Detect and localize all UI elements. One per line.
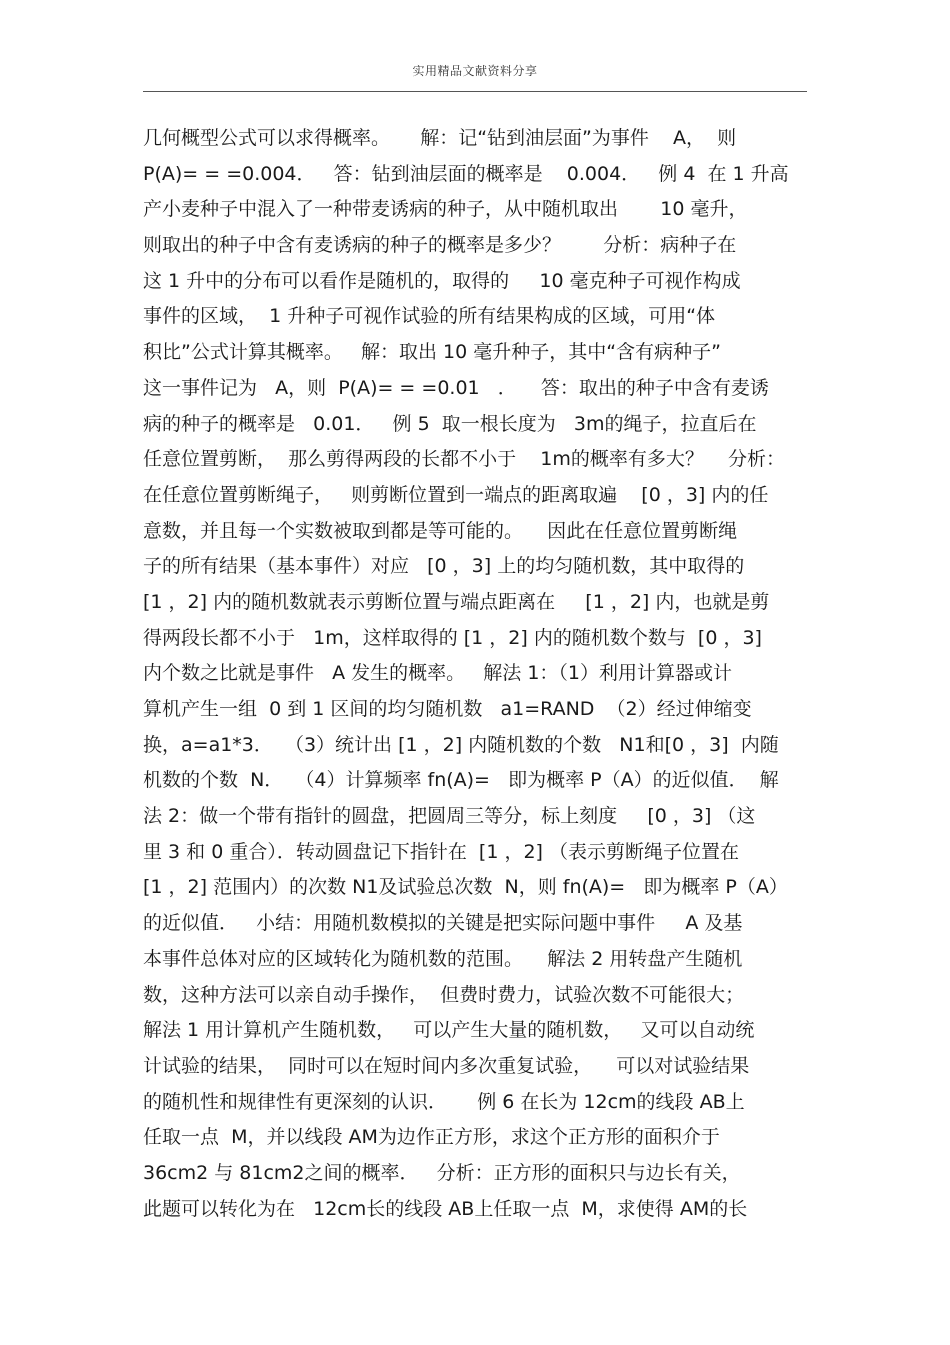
text-line: 算机产生一组 0 到 1 区间的均匀随机数 a1=RAND （2）经过伸缩变 — [143, 698, 752, 720]
text-line: 得两段长都不小于 1m，这样取得的 [1 ，2] 内的随机数个数与 [0 ，3] — [143, 626, 762, 649]
text-line: 的随机性和规律性有更深刻的认识． 例 6 在长为 12cm的线段 AB上 — [143, 1090, 745, 1113]
text-line: 几何概型公式可以求得概率。 解：记“钻到油层面”为事件 A， 则 — [143, 127, 737, 149]
text-line: 产小麦种子中混入了一种带麦诱病的种子，从中随机取出 10 毫升， — [143, 198, 748, 221]
text-line: 法 2：做一个带有指针的圆盘，把圆周三等分，标上刻度 [0 ，3] （这 — [143, 805, 756, 828]
text-line: 在任意位置剪断绳子， 则剪断位置到一端点的距离取遍 [0 ，3] 内的任 — [143, 483, 769, 506]
text-line: 的近似值． 小结：用随机数模拟的关键是把实际问题中事件 A 及基 — [143, 912, 743, 935]
text-line: 这一事件记为 A，则 P(A)= = =0.01 ． 答：取出的种子中含有麦诱 — [143, 376, 769, 399]
text-line: 任取一点 M，并以线段 AM为边作正方形，求这个正方形的面积介于 — [143, 1126, 720, 1149]
text-line: 数，这种方法可以亲自动手操作， 但费时费力，试验次数不可能很大； — [143, 983, 745, 1006]
text-line: 换，a=a1*3． （3）统计出 [1 ，2] 内随机数的个数 N1和[0 ，3] 内随 — [143, 733, 779, 756]
header-divider — [143, 91, 807, 92]
text-line: 机数的个数 N． （4）计算频率 fn(A)= 即为概率 P（A）的近似值． 解 — [143, 769, 779, 792]
text-line: 积比”公式计算其概率。 解：取出 10 毫升种子，其中“含有病种子” — [143, 341, 721, 364]
text-line: 解法 1 用计算机产生随机数， 可以产生大量的随机数， 又可以自动统 — [143, 1019, 755, 1042]
body-text — [143, 121, 823, 1227]
text-line: 本事件总体对应的区域转化为随机数的范围。 解法 2 用转盘产生随机 — [143, 947, 743, 970]
text-line: [1 ，2] 范围内）的次数 N1及试验总次数 N，则 fn(A)= 即为概率 P（A） — [143, 876, 788, 899]
text-line: 任意位置剪断， 那么剪得两段的长都不小于 1m的概率有多大？ 分析： — [143, 448, 785, 471]
text-line: 事件的区域， 1 升种子可视作试验的所有结果构成的区域，可用“体 — [143, 305, 716, 328]
text-line: 子的所有结果（基本事件）对应 [0 ，3] 上的均匀随机数，其中取得的 — [143, 555, 745, 578]
page-header-title: 实用精品文献资料分享 — [412, 64, 538, 78]
text-line: 此题可以转化为在 12cm长的线段 AB上任取一点 M，求使得 AM的长 — [143, 1197, 748, 1220]
text-line: 里 3 和 0 重合）．转动圆盘记下指针在 [1 ，2] （表示剪断绳子位置在 — [143, 840, 739, 863]
text-line: 这 1 升中的分布可以看作是随机的，取得的 10 毫克种子可视作构成 — [143, 269, 741, 292]
text-line: 36cm2 与 81cm2之间的概率． 分析：正方形的面积只与边长有关， — [143, 1161, 741, 1184]
text-line: 则取出的种子中含有麦诱病的种子的概率是多少？ 分析：病种子在 — [143, 234, 737, 257]
text-line: 计试验的结果， 同时可以在短时间内多次重复试验， 可以对试验结果 — [143, 1054, 750, 1077]
text-line: P(A)= = =0.004． 答：钻到油层面的概率是 0.004． 例 4 在 1 升高 — [143, 162, 789, 185]
text-line: 意数，并且每一个实数被取到都是等可能的。 因此在任意位置剪断绳 — [143, 519, 738, 542]
text-line: 内个数之比就是事件 A 发生的概率。 解法 1：（1）利用计算器或计 — [143, 662, 732, 685]
text-line: 病的种子的概率是 0.01． 例 5 取一根长度为 3m的绳子，拉直后在 — [143, 412, 757, 435]
text-line: [1 ，2] 内的随机数就表示剪断位置与端点距离在 [1 ，2] 内，也就是剪 — [143, 590, 770, 613]
